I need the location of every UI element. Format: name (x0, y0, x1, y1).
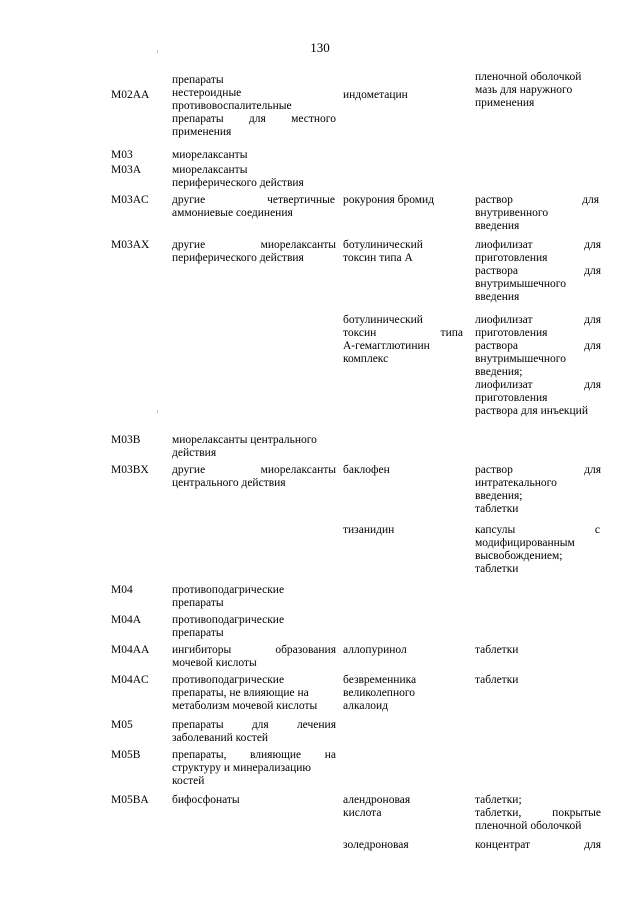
atc-code: M03B (111, 434, 141, 446)
dosage-form: лиофилизат для приготовления раствора для внутримышечного введения; лиофилизат для приготовления раствора для инъекций (475, 314, 601, 417)
drug-name: индометацин (343, 89, 408, 101)
group-name: миорелаксанты (172, 149, 248, 161)
atc-code: M04A (111, 614, 142, 626)
atc-code: M03AX (111, 239, 150, 251)
dosage-form: капсулы с модифицированным высвобождением; таблетки (475, 524, 600, 575)
drug-name: тизанидин (343, 524, 395, 536)
drug-name: алендроновая кислота (343, 794, 411, 819)
dosage-form: концентрат для (475, 839, 601, 851)
dosage-form: таблетки (475, 644, 519, 656)
atc-code: M05BA (111, 794, 149, 806)
drug-name: рокурония бромид (343, 194, 435, 206)
group-name: миорелаксанты центрального действия (172, 434, 317, 459)
group-name: ингибиторы образования мочевой кислоты (172, 644, 336, 669)
group-name: противоподагрические препараты (172, 584, 285, 609)
atc-code: M03 (111, 149, 133, 161)
atc-code: M04 (111, 584, 133, 596)
page-number: 130 (310, 40, 330, 55)
dosage-form: лиофилизат для приготовления раствора для внутримышечного введения (475, 239, 601, 303)
drug-name: ботулинический токсин типа А-гемагглютинин комплекс (343, 314, 463, 365)
atc-code: M05B (111, 749, 141, 761)
atc-code: M04AC (111, 674, 149, 686)
dosage-form: пленочной оболочкой мазь для наружного применения (475, 71, 582, 109)
group-name: другие четвертичные аммониевые соединения (172, 194, 335, 219)
atc-code: M03A (111, 164, 142, 176)
dosage-form: раствор для интратекального введения; таблетки (475, 464, 601, 515)
drug-name: баклофен (343, 464, 390, 476)
group-name: противоподагрические препараты, не влияющие на метаболизм мочевой кислоты (172, 674, 318, 712)
atc-code: M02AA (111, 89, 150, 101)
atc-code: M05 (111, 719, 133, 731)
dosage-form: таблетки; таблетки, покрытые пленочной оболочкой (475, 794, 601, 832)
scan-artifact-mark (157, 410, 158, 413)
group-name: другие миорелаксанты периферического действия (172, 239, 336, 264)
group-name: препараты для лечения заболеваний костей (172, 719, 336, 744)
dosage-form: раствор для внутривенного введения (475, 194, 599, 232)
group-name: препараты, влияющие на структуру и минерализацию костей (172, 749, 336, 787)
atc-code: M03AC (111, 194, 149, 206)
group-name: бифосфонаты (172, 794, 240, 806)
drug-name: ботулинический токсин типа А (343, 239, 423, 264)
atc-code: M03BX (111, 464, 149, 476)
atc-code: M04AA (111, 644, 150, 656)
group-name: миорелаксанты периферического действия (172, 164, 304, 189)
drug-name: аллопуринол (343, 644, 407, 656)
group-name: другие миорелаксанты центрального действия (172, 464, 336, 489)
drug-name: безвременника великолепного алкалоид (343, 674, 417, 712)
dosage-form: таблетки (475, 674, 519, 686)
group-name: препараты нестероидные противовоспалительные препараты для местного применения (172, 74, 336, 138)
group-name: противоподагрические препараты (172, 614, 285, 639)
drug-name: золедроновая (343, 839, 409, 851)
